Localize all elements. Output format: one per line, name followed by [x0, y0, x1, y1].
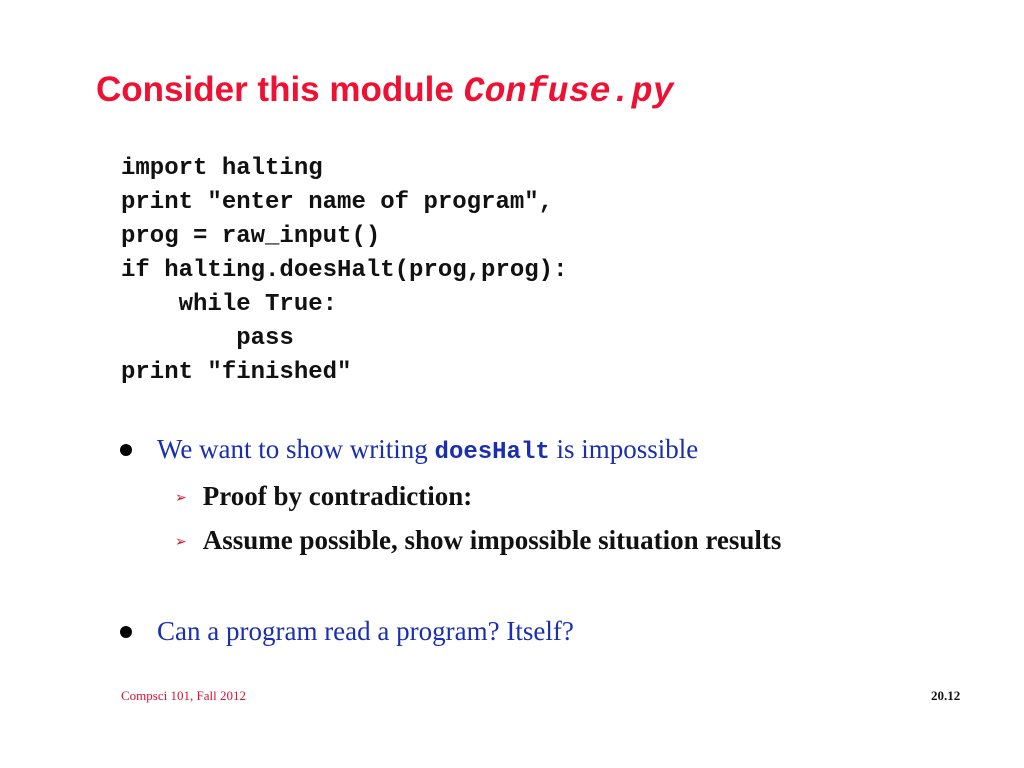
- code-line: if halting.doesHalt(prog,prog):: [121, 257, 568, 284]
- arrowhead-bullet-icon: ➢: [175, 490, 187, 506]
- bullet-dot-icon: [120, 626, 132, 638]
- bullet-item-read-program: [120, 612, 574, 650]
- footer-page-number: 20.12: [931, 688, 961, 703]
- bullet-text-before: We want to show writing: [157, 434, 428, 464]
- code-line: print "enter name of program",: [121, 189, 554, 216]
- sub-bullet-text: Proof by contradiction:: [202, 481, 473, 511]
- code-line: print "finished": [121, 359, 352, 386]
- slide-title-filename: Confuse.py: [463, 72, 674, 112]
- sub-bullet-text: Assume possible, show impossible situation results: [202, 525, 782, 555]
- code-line: while True:: [121, 291, 338, 318]
- code-line: pass: [121, 325, 294, 352]
- slide-title-text: Consider this module: [96, 70, 454, 109]
- code-line: prog = raw_input(): [121, 223, 381, 250]
- bullet-text-after: is impossible: [556, 434, 699, 464]
- footer-course: Compsci 101, Fall 2012: [121, 688, 246, 703]
- bullet-text: Can a program read a program? Itself?: [157, 616, 574, 646]
- slide-title: [96, 66, 674, 116]
- arrowhead-bullet-icon: ➢: [175, 534, 187, 550]
- code-line: import halting: [121, 155, 323, 182]
- code-listing: [121, 152, 567, 390]
- sub-bullet-item: [175, 521, 781, 564]
- sub-bullet-item: [175, 477, 472, 520]
- bullet-code-term: doesHalt: [434, 439, 550, 466]
- bullet-item-doeshalt: [120, 430, 698, 472]
- bullet-dot-icon: [120, 444, 132, 456]
